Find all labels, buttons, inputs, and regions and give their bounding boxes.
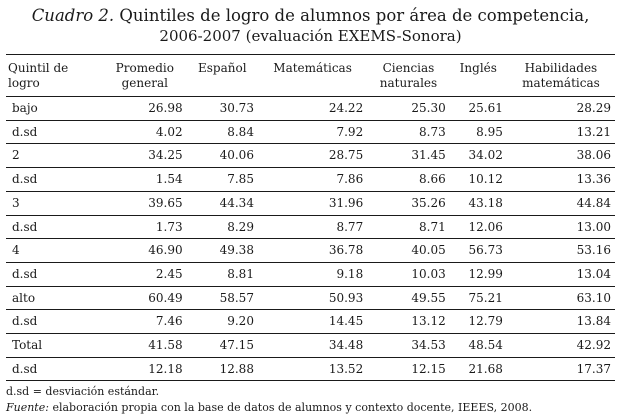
row-label-cell: d.sd [6, 215, 103, 239]
caption-label: Cuadro 2. [31, 6, 115, 25]
source-note [6, 400, 615, 416]
row-label-cell: alto [6, 286, 103, 310]
value-cell: 2.45 [103, 262, 187, 286]
column-header-line: Matemáticas [273, 61, 352, 75]
column-header [367, 55, 450, 97]
table-row [6, 215, 615, 239]
data-table [6, 55, 615, 381]
value-cell: 1.73 [103, 215, 187, 239]
column-header [450, 55, 507, 97]
caption-line-1 [6, 5, 615, 26]
value-cell: 40.05 [367, 239, 450, 263]
table-row [6, 97, 615, 121]
value-cell: 47.15 [187, 334, 258, 358]
column-header [507, 55, 615, 97]
value-cell: 31.45 [367, 144, 450, 168]
value-cell: 9.18 [258, 262, 367, 286]
column-header-line: matemáticas [522, 76, 600, 90]
value-cell: 75.21 [450, 286, 507, 310]
table-row [6, 120, 615, 144]
value-cell: 38.06 [507, 144, 615, 168]
row-label-cell: 2 [6, 144, 103, 168]
value-cell: 13.00 [507, 215, 615, 239]
value-cell: 26.98 [103, 97, 187, 121]
table-row [6, 286, 615, 310]
value-cell: 56.73 [450, 239, 507, 263]
column-header-line: naturales [379, 76, 438, 90]
column-header [258, 55, 367, 97]
value-cell: 8.81 [187, 262, 258, 286]
value-cell: 13.12 [367, 310, 450, 334]
value-cell: 41.58 [103, 334, 187, 358]
value-cell: 13.36 [507, 168, 615, 192]
value-cell: 63.10 [507, 286, 615, 310]
value-cell: 25.30 [367, 97, 450, 121]
value-cell: 50.93 [258, 286, 367, 310]
header-row [6, 55, 615, 97]
value-cell: 60.49 [103, 286, 187, 310]
table-row [6, 334, 615, 358]
column-header [6, 55, 103, 97]
value-cell: 8.95 [450, 120, 507, 144]
value-cell: 13.21 [507, 120, 615, 144]
table-caption [6, 0, 615, 47]
value-cell: 12.88 [187, 357, 258, 381]
value-cell: 8.84 [187, 120, 258, 144]
value-cell: 14.45 [258, 310, 367, 334]
value-cell: 21.68 [450, 357, 507, 381]
value-cell: 7.85 [187, 168, 258, 192]
column-header-line: Promedio [115, 61, 174, 75]
value-cell: 10.03 [367, 262, 450, 286]
table-row [6, 357, 615, 381]
row-label-cell: d.sd [6, 262, 103, 286]
column-header-line: Inglés [459, 61, 497, 75]
value-cell: 35.26 [367, 191, 450, 215]
column-header [103, 55, 187, 97]
value-cell: 49.55 [367, 286, 450, 310]
value-cell: 48.54 [450, 334, 507, 358]
value-cell: 10.12 [450, 168, 507, 192]
table-notes [6, 384, 615, 416]
row-label-cell: Total [6, 334, 103, 358]
table-row [6, 144, 615, 168]
value-cell: 34.48 [258, 334, 367, 358]
column-header-line: general [121, 76, 168, 90]
value-cell: 12.79 [450, 310, 507, 334]
column-header-line: Quintil de logro [8, 61, 69, 90]
row-label-cell: d.sd [6, 120, 103, 144]
row-label-cell: d.sd [6, 168, 103, 192]
value-cell: 40.06 [187, 144, 258, 168]
value-cell: 7.92 [258, 120, 367, 144]
column-header-line: Español [198, 61, 247, 75]
row-label-cell: bajo [6, 97, 103, 121]
column-header-line: Habilidades [524, 61, 598, 75]
value-cell: 42.92 [507, 334, 615, 358]
value-cell: 12.15 [367, 357, 450, 381]
row-label-cell: 3 [6, 191, 103, 215]
value-cell: 12.18 [103, 357, 187, 381]
value-cell: 31.96 [258, 191, 367, 215]
source-text: elaboración propia con la base de datos de alumnos y contexto docente, IEEES, 2008. [48, 401, 533, 415]
value-cell: 13.52 [258, 357, 367, 381]
value-cell: 34.53 [367, 334, 450, 358]
value-cell: 36.78 [258, 239, 367, 263]
value-cell: 58.57 [187, 286, 258, 310]
value-cell: 1.54 [103, 168, 187, 192]
column-header-line: Ciencias [382, 61, 435, 75]
value-cell: 44.34 [187, 191, 258, 215]
value-cell: 44.84 [507, 191, 615, 215]
value-cell: 13.84 [507, 310, 615, 334]
value-cell: 43.18 [450, 191, 507, 215]
value-cell: 8.66 [367, 168, 450, 192]
value-cell: 8.71 [367, 215, 450, 239]
table-row [6, 191, 615, 215]
value-cell: 8.73 [367, 120, 450, 144]
source-label: Fuente: [6, 401, 49, 415]
caption-title: Quintiles de logro de alumnos por área de competencia, [119, 6, 590, 25]
value-cell: 12.06 [450, 215, 507, 239]
value-cell: 7.86 [258, 168, 367, 192]
row-label-cell: d.sd [6, 310, 103, 334]
row-label-cell: 4 [6, 239, 103, 263]
value-cell: 39.65 [103, 191, 187, 215]
column-header [187, 55, 258, 97]
value-cell: 8.77 [258, 215, 367, 239]
value-cell: 30.73 [187, 97, 258, 121]
value-cell: 13.04 [507, 262, 615, 286]
value-cell: 25.61 [450, 97, 507, 121]
value-cell: 34.02 [450, 144, 507, 168]
table-body [6, 97, 615, 381]
row-label-cell: d.sd [6, 357, 103, 381]
value-cell: 8.29 [187, 215, 258, 239]
value-cell: 7.46 [103, 310, 187, 334]
value-cell: 34.25 [103, 144, 187, 168]
value-cell: 4.02 [103, 120, 187, 144]
table-row [6, 262, 615, 286]
value-cell: 9.20 [187, 310, 258, 334]
value-cell: 28.75 [258, 144, 367, 168]
value-cell: 46.90 [103, 239, 187, 263]
value-cell: 24.22 [258, 97, 367, 121]
table-row [6, 168, 615, 192]
caption-subtitle: 2006-2007 (evaluación EXEMS-Sonora) [159, 27, 462, 45]
table-row [6, 310, 615, 334]
value-cell: 28.29 [507, 97, 615, 121]
value-cell: 12.99 [450, 262, 507, 286]
value-cell: 17.37 [507, 357, 615, 381]
value-cell: 53.16 [507, 239, 615, 263]
table-row [6, 239, 615, 263]
value-cell: 49.38 [187, 239, 258, 263]
legend-note: d.sd = desviación estándar. [6, 385, 160, 399]
